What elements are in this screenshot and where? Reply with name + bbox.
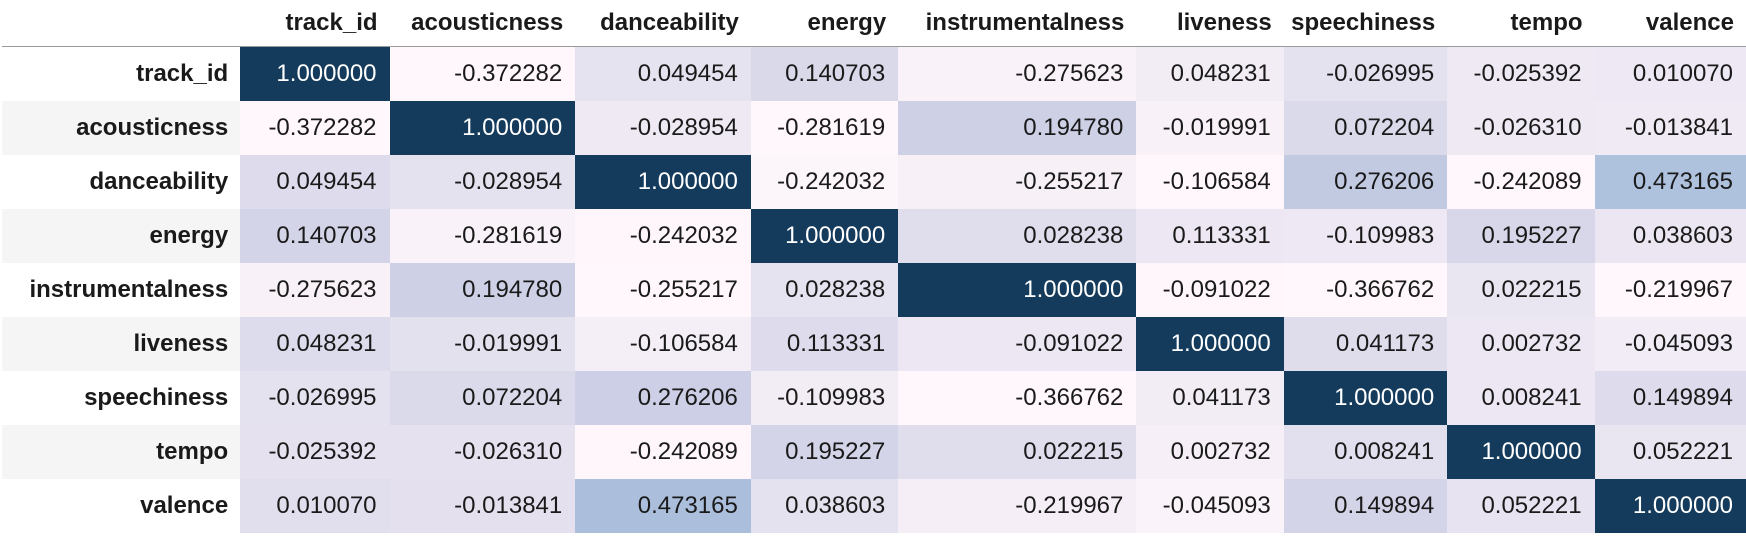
table-row bbox=[2, 263, 1746, 317]
column-header-tempo: tempo bbox=[1447, 0, 1594, 47]
correlation-cell: 1.000000 bbox=[898, 263, 1136, 317]
row-header-danceability: danceability bbox=[2, 155, 240, 209]
correlation-cell: 0.038603 bbox=[1595, 209, 1746, 263]
correlation-cell: 0.473165 bbox=[575, 479, 751, 533]
correlation-cell: -0.242089 bbox=[575, 425, 751, 479]
correlation-cell: 0.008241 bbox=[1447, 371, 1594, 425]
column-header-danceability: danceability bbox=[575, 0, 751, 47]
correlation-cell: 0.010070 bbox=[240, 479, 389, 533]
table-row bbox=[2, 425, 1746, 479]
column-header-track-id: track_id bbox=[240, 0, 389, 47]
correlation-cell: 0.140703 bbox=[751, 47, 898, 102]
correlation-cell: 0.022215 bbox=[898, 425, 1136, 479]
correlation-cell: -0.028954 bbox=[390, 155, 576, 209]
table-row bbox=[2, 101, 1746, 155]
correlation-cell: -0.028954 bbox=[575, 101, 751, 155]
correlation-cell: 0.072204 bbox=[1284, 101, 1448, 155]
correlation-cell: 1.000000 bbox=[751, 209, 898, 263]
correlation-cell: -0.026310 bbox=[1447, 101, 1594, 155]
correlation-cell: 1.000000 bbox=[1595, 479, 1746, 533]
correlation-cell: -0.045093 bbox=[1595, 317, 1746, 371]
correlation-cell: -0.013841 bbox=[390, 479, 576, 533]
row-header-valence: valence bbox=[2, 479, 240, 533]
correlation-cell: 0.048231 bbox=[240, 317, 389, 371]
column-header-acousticness: acousticness bbox=[390, 0, 576, 47]
correlation-cell: -0.106584 bbox=[1136, 155, 1283, 209]
correlation-cell: -0.045093 bbox=[1136, 479, 1283, 533]
correlation-cell: -0.275623 bbox=[240, 263, 389, 317]
correlation-cell: 1.000000 bbox=[390, 101, 576, 155]
row-header-instrumentalness: instrumentalness bbox=[2, 263, 240, 317]
correlation-cell: 0.002732 bbox=[1447, 317, 1594, 371]
table-row bbox=[2, 371, 1746, 425]
table-row bbox=[2, 209, 1746, 263]
correlation-cell: 0.041173 bbox=[1284, 317, 1448, 371]
correlation-cell: 0.008241 bbox=[1284, 425, 1448, 479]
correlation-cell: -0.366762 bbox=[1284, 263, 1448, 317]
correlation-cell: -0.019991 bbox=[1136, 101, 1283, 155]
correlation-cell: 0.113331 bbox=[751, 317, 898, 371]
correlation-cell: -0.091022 bbox=[898, 317, 1136, 371]
correlation-cell: -0.281619 bbox=[390, 209, 576, 263]
correlation-cell: -0.013841 bbox=[1595, 101, 1746, 155]
correlation-cell: 0.052221 bbox=[1447, 479, 1594, 533]
correlation-cell: -0.242089 bbox=[1447, 155, 1594, 209]
correlation-cell: -0.366762 bbox=[898, 371, 1136, 425]
correlation-cell: 1.000000 bbox=[1284, 371, 1448, 425]
correlation-cell: -0.281619 bbox=[751, 101, 898, 155]
correlation-cell: -0.219967 bbox=[1595, 263, 1746, 317]
correlation-cell: 1.000000 bbox=[240, 47, 389, 102]
column-header-instrumentalness: instrumentalness bbox=[898, 0, 1136, 47]
correlation-cell: 0.276206 bbox=[575, 371, 751, 425]
correlation-cell: 0.194780 bbox=[898, 101, 1136, 155]
table-row bbox=[2, 317, 1746, 371]
correlation-cell: 0.052221 bbox=[1595, 425, 1746, 479]
correlation-cell: -0.106584 bbox=[575, 317, 751, 371]
correlation-table bbox=[2, 0, 1746, 533]
correlation-cell: -0.255217 bbox=[575, 263, 751, 317]
row-header-track-id: track_id bbox=[2, 47, 240, 102]
correlation-cell: -0.026995 bbox=[240, 371, 389, 425]
correlation-cell: 0.049454 bbox=[575, 47, 751, 102]
correlation-cell: -0.109983 bbox=[1284, 209, 1448, 263]
column-header-speechiness: speechiness bbox=[1284, 0, 1448, 47]
index-header bbox=[2, 0, 240, 47]
row-header-tempo: tempo bbox=[2, 425, 240, 479]
correlation-cell: 1.000000 bbox=[1447, 425, 1594, 479]
correlation-cell: 0.002732 bbox=[1136, 425, 1283, 479]
column-header-liveness: liveness bbox=[1136, 0, 1283, 47]
correlation-cell: 0.010070 bbox=[1595, 47, 1746, 102]
correlation-cell: 0.038603 bbox=[751, 479, 898, 533]
correlation-cell: -0.026995 bbox=[1284, 47, 1448, 102]
correlation-cell: 0.276206 bbox=[1284, 155, 1448, 209]
correlation-cell: 0.028238 bbox=[898, 209, 1136, 263]
correlation-cell: -0.219967 bbox=[898, 479, 1136, 533]
column-header-energy: energy bbox=[751, 0, 898, 47]
correlation-cell: -0.275623 bbox=[898, 47, 1136, 102]
correlation-cell: -0.255217 bbox=[898, 155, 1136, 209]
correlation-cell: 0.048231 bbox=[1136, 47, 1283, 102]
correlation-cell: -0.372282 bbox=[390, 47, 576, 102]
correlation-cell: 0.473165 bbox=[1595, 155, 1746, 209]
column-header-valence: valence bbox=[1595, 0, 1746, 47]
table-row bbox=[2, 155, 1746, 209]
table-row bbox=[2, 479, 1746, 533]
table-body bbox=[2, 47, 1746, 534]
header-row bbox=[2, 0, 1746, 47]
row-header-speechiness: speechiness bbox=[2, 371, 240, 425]
correlation-cell: 0.049454 bbox=[240, 155, 389, 209]
row-header-liveness: liveness bbox=[2, 317, 240, 371]
correlation-cell: 0.149894 bbox=[1284, 479, 1448, 533]
correlation-cell: -0.109983 bbox=[751, 371, 898, 425]
correlation-cell: 1.000000 bbox=[575, 155, 751, 209]
correlation-cell: 0.195227 bbox=[751, 425, 898, 479]
correlation-cell: -0.025392 bbox=[1447, 47, 1594, 102]
correlation-cell: 0.113331 bbox=[1136, 209, 1283, 263]
correlation-cell: -0.091022 bbox=[1136, 263, 1283, 317]
table-header bbox=[2, 0, 1746, 47]
table-row bbox=[2, 47, 1746, 102]
row-header-energy: energy bbox=[2, 209, 240, 263]
correlation-cell: 0.072204 bbox=[390, 371, 576, 425]
correlation-cell: 0.149894 bbox=[1595, 371, 1746, 425]
correlation-cell: -0.026310 bbox=[390, 425, 576, 479]
correlation-cell: 0.022215 bbox=[1447, 263, 1594, 317]
correlation-cell: 0.194780 bbox=[390, 263, 576, 317]
correlation-cell: 1.000000 bbox=[1136, 317, 1283, 371]
correlation-cell: -0.019991 bbox=[390, 317, 576, 371]
correlation-cell: 0.140703 bbox=[240, 209, 389, 263]
row-header-acousticness: acousticness bbox=[2, 101, 240, 155]
correlation-cell: -0.242032 bbox=[751, 155, 898, 209]
correlation-cell: 0.028238 bbox=[751, 263, 898, 317]
correlation-cell: -0.242032 bbox=[575, 209, 751, 263]
correlation-cell: -0.025392 bbox=[240, 425, 389, 479]
correlation-cell: -0.372282 bbox=[240, 101, 389, 155]
correlation-cell: 0.195227 bbox=[1447, 209, 1594, 263]
correlation-cell: 0.041173 bbox=[1136, 371, 1283, 425]
